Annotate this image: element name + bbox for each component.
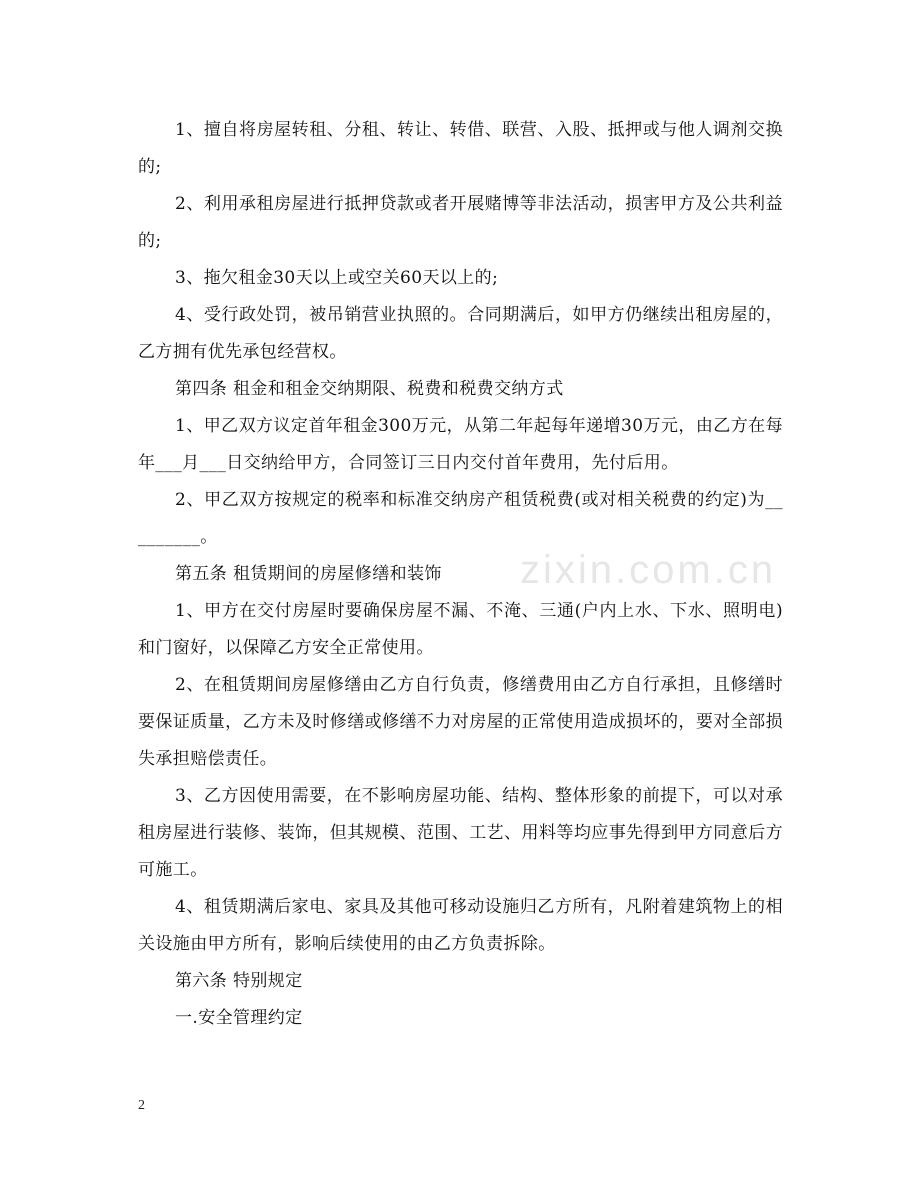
article-4-heading: 第四条 租金和租金交纳期限、税费和税费交纳方式 (175, 379, 564, 399)
clause-item-3: 3、拖欠租金30天以上或空关60天以上的; (175, 268, 499, 288)
article-4-item-1: 1、甲乙双方议定首年租金300万元，从第二年起每年递增30万元，由乙方在每年___月___日交纳给甲方，合同签订三日内交付首年费用，先付后用。 (138, 416, 783, 473)
page-number: 2 (138, 1098, 145, 1113)
article-5-heading: 第五条 租赁期间的房屋修缮和装饰 (175, 564, 442, 584)
article-6-heading: 第六条 特别规定 (175, 971, 303, 991)
watermark: zixin.com.cn (520, 548, 777, 592)
article-4-item-2: 2、甲乙双方按规定的税率和标准交纳房产租赁税费(或对相关税费的约定)为_________。 (138, 490, 783, 547)
clause-item-2: 2、利用承租房屋进行抵押贷款或者开展赌博等非法活动，损害甲方及公共利益的; (138, 194, 783, 251)
article-5-item-1: 1、甲方在交付房屋时要确保房屋不漏、不淹、三通(户内上水、下水、照明电)和门窗好，以保障乙方安全正常使用。 (138, 601, 783, 658)
article-5-item-2: 2、在租赁期间房屋修缮由乙方自行负责，修缮费用由乙方自行承担，且修缮时要保证质量，乙方未及时修缮或修缮不力对房屋的正常使用造成损坏的，要对全部损失承担赔偿责任。 (138, 675, 783, 769)
article-6-item-1: 一.安全管理约定 (175, 1008, 303, 1028)
clause-item-4: 4、受行政处罚，被吊销营业执照的。合同期满后，如甲方仍继续出租房屋的，乙方拥有优先承包经营权。 (138, 305, 783, 362)
clause-item-1: 1、擅自将房屋转租、分租、转让、转借、联营、入股、抵押或与他人调剂交换的; (138, 120, 783, 177)
article-5-item-4: 4、租赁期满后家电、家具及其他可移动设施归乙方所有，凡附着建筑物上的相关设施由甲方所有，影响后续使用的由乙方负责拆除。 (138, 897, 783, 954)
document-body (138, 112, 783, 1037)
article-5-item-3: 3、乙方因使用需要，在不影响房屋功能、结构、整体形象的前提下，可以对承租房屋进行装修、装饰，但其规模、范围、工艺、用料等均应事先得到甲方同意后方可施工。 (138, 786, 783, 880)
